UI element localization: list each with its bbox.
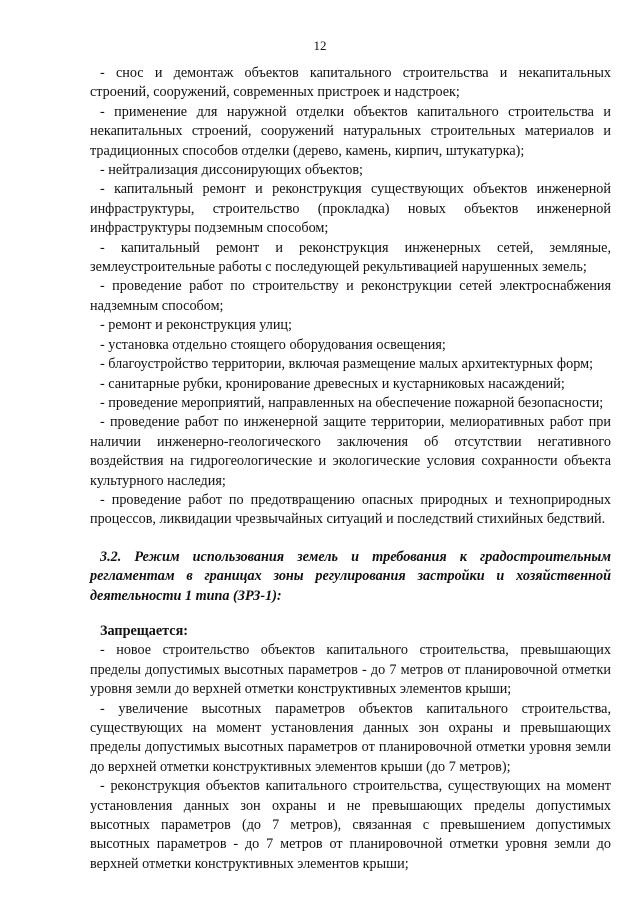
list-item: - санитарные рубки, кронирование древесных и кустарниковых насаждений; xyxy=(100,375,565,392)
list-item: - снос и демонтаж объектов капитального строительства и некапитальных строений, сооружений, современных пристроек и надстроек; xyxy=(90,65,611,101)
page-number: 12 xyxy=(313,38,327,53)
forbidden-label: Запрещается: xyxy=(100,623,188,639)
list-item: - новое строительство объектов капитального строительства, превышающих пределы допустимых высотных параметров - до 7 метров от планировочной отметки уровня земли до верхней отметки конструктивных элементов крыши; xyxy=(90,642,611,698)
section-heading: 3.2. Режим использования земель и требования к градостроительным регламентам в границах зоны регулирования застройки и хозяйственной деятельности 1 типа (ЗРЗ-1): xyxy=(90,549,611,604)
list-item: - проведение работ по инженерной защите территории, мелиоративных работ при наличии инженерно-геологического заключения об отсутствии негативного воздействия на гидрогеологические и экологические условия сохранности объекта культурного наследия; xyxy=(90,414,611,489)
list-item: - проведение работ по предотвращению опасных природных и техноприродных процессов, ликвидации чрезвычайных ситуаций и последствий стихийных бедствий. xyxy=(90,491,611,528)
list-item: - увеличение высотных параметров объектов капитального строительства, существующих на момент установления данных зон охраны и превышающих пределы допустимых высотных параметров от планировочной отметки уровня земли до верхней отметки конструктивных элементов крыши (до 7 метров); xyxy=(90,700,611,775)
list-item: - установка отдельно стоящего оборудования освещения; xyxy=(100,336,446,353)
list-item: - благоустройство территории, включая размещение малых архитектурных форм; xyxy=(100,356,594,373)
forbidden-block xyxy=(90,622,611,874)
list-item: - проведение мероприятий, направленных на обеспечение пожарной безопасности; xyxy=(100,394,604,411)
permitted-list xyxy=(90,64,611,530)
list-item: - ремонт и реконструкция улиц; xyxy=(100,317,292,334)
section-heading-block xyxy=(90,548,611,606)
list-item: - реконструкция объектов капитального строительства, существующих на момент установления данных зон охраны и не превышающих пределы допустимых высотных параметров (до 7 метров), связанная с превышением допустимых высотных параметров - до 7 метров от планировочной отметки уровня земли до верхней отметки конструктивных элементов крыши; xyxy=(90,778,611,872)
list-item: - капитальный ремонт и реконструкция существующих объектов инженерной инфраструктуры, строительство (прокладка) новых объектов инженерной инфраструктуры подземным способом; xyxy=(90,181,611,237)
list-item: - применение для наружной отделки объектов капитального строительства и некапитальных строений, сооружений натуральных строительных материалов и традиционных способов отделки (дерево, камень, кирпич, штукатурка); xyxy=(90,103,611,159)
list-item: - проведение работ по строительству и реконструкции сетей электроснабжения надземным способом; xyxy=(90,278,611,314)
list-item: - капитальный ремонт и реконструкция инженерных сетей, земляные, землеустроительные работы с последующей рекультивацией нарушенных земель; xyxy=(90,239,611,276)
list-item: - нейтрализация диссонирующих объектов; xyxy=(100,162,363,179)
